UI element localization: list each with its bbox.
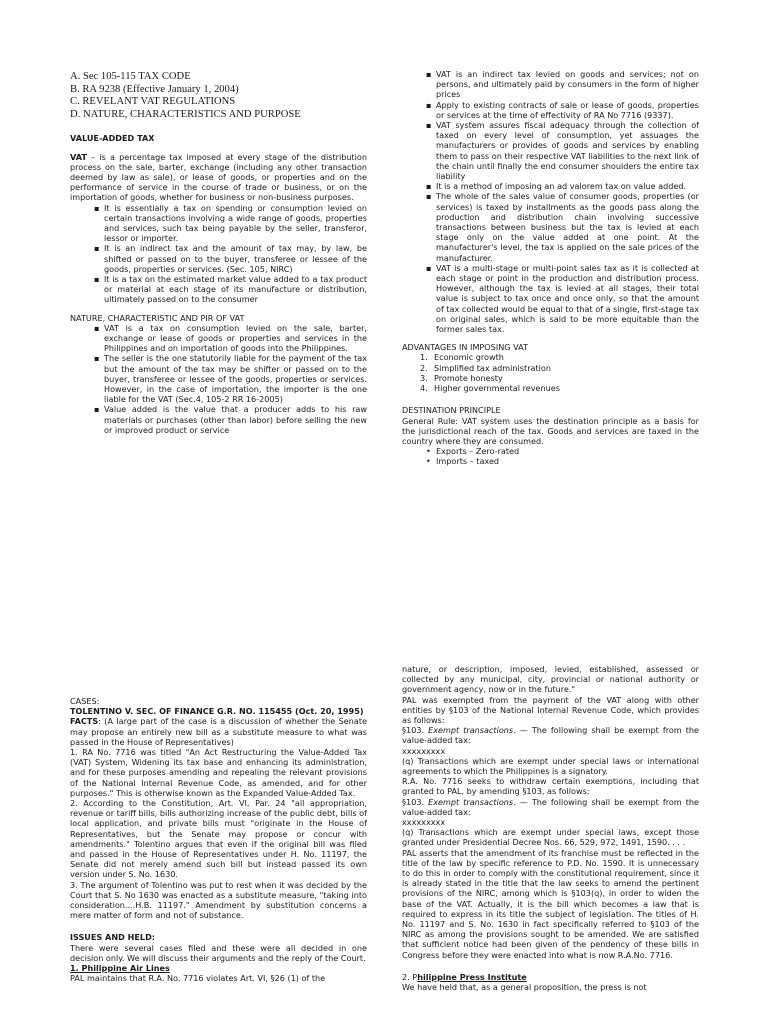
list-item: 2. Simplified tax administration bbox=[420, 362, 551, 373]
pal-heading bbox=[70, 963, 367, 973]
list-item: 1. Economic growth bbox=[420, 352, 504, 363]
list-item-text: Promote honesty bbox=[434, 372, 503, 383]
vat-heading: VALUE-ADDED TAX bbox=[70, 133, 155, 144]
facts-text: : (A large part of the case is a discussion of whether the Senate may propose an entirely new bill as a substitute measure to what was passed in the House of Representatives) bbox=[70, 716, 367, 747]
facts-item: 1. RA No. 7716 was titled "An Act Restructuring the Value-Added Tax (VAT) System, Widening its tax base and enhancing its administration, and for these purposes amending and repealing the relevant provisions of the National Internal Revenue Code, as amended, and for other purposes." This is otherwise known as the Expanded Value-Added Tax. bbox=[70, 747, 367, 798]
right-column-bottom bbox=[402, 664, 699, 1024]
ppi-heading-text: hilippine Press Institute bbox=[417, 971, 527, 982]
list-item: ▪ The whole of the sales value of consumer goods, properties (or services) is taxed by installments as the goods pass along the production and distribution chain involving successive transactions between business but the tax is levied at each stage only on the value added at one point. At the manufacturer's level, the tax is applied on the sale prices of the manufacturer. bbox=[426, 191, 699, 263]
list-item: ▪ It is an indirect tax and the amount of tax may, by law, be shifted or passed on to the buyer, transferee or lessee of the goods, properties or services. (Sec. 105, NIRC) bbox=[94, 243, 367, 274]
list-item: • Exports – Zero-rated bbox=[426, 446, 520, 457]
vat-definition-text: – is a percentage tax imposed at every stage of the distribution process on the sale, barter, exchange (including any other transaction deemed by law as sale), or lease of goods, or properties and on the performance of service in the course of trade or business, or on the importation of goods, whether for business or non-business purposes. bbox=[70, 151, 367, 203]
advantages-heading: ADVANTAGES IN IMPOSING VAT bbox=[402, 342, 528, 353]
facts-item: 3. The argument of Tolentino was put to rest when it was decided by the Court that S. No 1630 was enacted as a substitute measure, "taking into consideration....H.B. 11197." Amendment by substitution concerns a mere matter of form and not of substance. bbox=[70, 879, 367, 921]
pal-heading-text: 1. Philippine Air Lines bbox=[70, 963, 170, 974]
list-item-text: Exports – Zero-rated bbox=[436, 446, 520, 457]
sec103-amended bbox=[402, 797, 699, 817]
destination-bullet-list bbox=[402, 446, 699, 466]
sec103-prefix: §103. bbox=[402, 796, 429, 807]
table-of-contents bbox=[70, 71, 367, 121]
toc-item: B. RA 9238 (Effective January 1, 2004) bbox=[70, 83, 239, 95]
facts-paragraph bbox=[70, 716, 367, 747]
list-item-text: Apply to existing contracts of sale or lease of goods, properties or services at the time of effectivity of RA No 7716 (9337). bbox=[436, 99, 699, 120]
destination-heading: DESTINATION PRINCIPLE bbox=[402, 405, 501, 416]
sec103-prefix: §103. bbox=[402, 725, 429, 736]
cases-label: CASES: bbox=[70, 696, 100, 706]
vat-term: VAT bbox=[70, 151, 87, 162]
nature-heading: NATURE, CHARACTERISTIC AND PIR OF VAT bbox=[70, 312, 245, 323]
list-item: ▪ VAT is a multi-stage or multi-point sales tax as it is collected at each stage or point in the production and distribution process. However, although the tax is levied at all stages, their total value is subject to tax once and once only, so that the amount of tax collected would be equal to that of a single, first-stage tax on original sales, which is said to be more equitable than the former sales tax. bbox=[426, 262, 699, 335]
paragraph: PAL was exempted from the payment of the VAT along with other entities by §103 of the National Internal Revenue Code, which provides as follows: bbox=[402, 694, 699, 726]
toc-item: A. Sec 105-115 TAX CODE bbox=[70, 71, 191, 82]
list-item: ▪ VAT system assures fiscal adequacy through the collection of taxed on every level of consumption, yet assuages the manufacturers or provides of goods and services by enabling them to pass on their respective VAT liabilities to the next link of the chain until finally the end consumer shoulders the entire tax liability bbox=[426, 120, 699, 182]
list-item: ▪ It is essentially a tax on spending or consumption levied on certain transactions involving a wide range of goods, properties and services, such tax being payable by the seller, transferor, lessor or importer. bbox=[94, 202, 367, 244]
vat-definition bbox=[70, 152, 367, 203]
list-item-text: Imports – taxed bbox=[436, 456, 500, 467]
sec103-italic: Exempt transactions bbox=[428, 725, 514, 736]
list-item: ▪ VAT is a tax on consumption levied on the sale, barter, exchange or lease of goods or properties and services in the Philippines and on importation of goods into the Philippines. bbox=[94, 322, 367, 354]
issues-text: There were several cases filed and these were all decided in one decision only. We will discuss their arguments and the reply of the Court. bbox=[70, 942, 367, 963]
ellipsis: xxxxxxxxx bbox=[402, 745, 446, 756]
paragraph: R.A. No. 7716 seeks to withdraw certain exemptions, including that granted to PAL, by amending §103, as follows: bbox=[402, 776, 699, 797]
list-item-text: Simplified tax administration bbox=[434, 362, 551, 373]
sec103-italic: Exempt transactions bbox=[428, 796, 514, 807]
list-item-text: It is a method of imposing an ad valorem tax on value added. bbox=[436, 181, 687, 192]
list-item-text: VAT system assures fiscal adequacy through the collection of taxed on every level of consumption, yet assuages the manufacturers or provides of goods and services by enabling them to pass on their respective VAT liabilities to the next link of the chain until finally the end consumer shoulders the entire tax liability bbox=[436, 120, 699, 182]
list-item: ▪ It is a method of imposing an ad valorem tax on value added. bbox=[426, 181, 687, 192]
list-item: ▪ It is a tax on the estimated market value added to a tax product or material at each stage of its manufacture or distribution, ultimately passed on to the consumer bbox=[94, 274, 367, 305]
paragraph: (q) Transactions which are exempt under special laws or international agreements to which the Philippines is a signatory. bbox=[402, 755, 699, 777]
paragraph: nature, or description, imposed, levied, established, assessed or collected by any municipal, city, provincial or national authority or government agency, now or in the future." bbox=[402, 664, 699, 695]
list-item: 4. Higher governmental revenues bbox=[420, 383, 560, 394]
list-item: ▪ Value added is the value that a producer adds to his raw materials or purchases (other than labor) before selling the new or improved product or service bbox=[94, 404, 367, 435]
left-column-top bbox=[70, 71, 367, 435]
list-item-text: VAT is a tax on consumption levied on the sale, barter, exchange or lease of goods or properties and services in the Philippines and on importation of goods into the Philippines. bbox=[104, 322, 367, 354]
list-item: ▪ VAT is an indirect tax levied on goods and services; not on persons, and ultimately paid by consumers in the form of higher prices bbox=[426, 69, 699, 100]
destination-text: General Rule: VAT system uses the destination principle as a basis for the jurisdictional reach of the tax. Goods and services are taxed in the country where they are consumed. bbox=[402, 415, 699, 446]
list-item-text: Economic growth bbox=[434, 352, 504, 363]
sec103-suffix: . — The following shall be exempt from the value-added tax: bbox=[402, 725, 699, 746]
sec103-suffix: . — The following shall be exempt from the value-added tax: bbox=[402, 796, 699, 817]
list-item-text: The whole of the sales value of consumer goods, properties (or services) is taxed by installments as the goods pass along the production and distribution chain involving successive transactions between business but the tax is levied at each stage only on the value added at one point. At the manufacturer's level, the tax is applied on the sale prices of the manufacturer. bbox=[436, 191, 699, 263]
list-item: ▪ Apply to existing contracts of sale or lease of goods, properties or services at the time of effectivity of RA No 7716 (9337). bbox=[426, 99, 699, 120]
list-item: 3. Promote honesty bbox=[420, 372, 503, 383]
list-item-text: VAT is an indirect tax levied on goods and services; not on persons, and ultimately paid by consumers in the form of higher prices bbox=[436, 69, 699, 100]
issues-label: ISSUES AND HELD: bbox=[70, 932, 156, 943]
pal-text: PAL maintains that R.A. No. 7716 violates Art. VI, §26 (1) of the bbox=[70, 973, 326, 984]
list-item-text: It is essentially a tax on spending or consumption levied on certain transactions involving a wide range of goods, properties and services, such tax being payable by the seller, transferor, lessor or importer. bbox=[104, 202, 367, 244]
nature-bullet-list bbox=[70, 323, 367, 435]
ellipsis: xxxxxxxxx bbox=[402, 817, 446, 828]
toc-item: D. NATURE, CHARACTERISTICS AND PURPOSE bbox=[70, 108, 301, 120]
vat-bullet-list bbox=[70, 203, 367, 305]
sec103-original bbox=[402, 725, 699, 745]
ppi-text: We have held that, as a general proposition, the press is not bbox=[402, 982, 647, 993]
paragraph: (q) Transactions which are exempt under special laws, except those granted under Presidential Decree Nos. 66, 529, 972, 1491, 1590. . . . bbox=[402, 827, 699, 848]
list-item: ▪ The seller is the one statutorily liable for the payment of the tax but the amount of the tax may be shifter or passed on to the buyer, transferee or lessee of the goods, properties or services. However, in the case of importation, the importer is the one liable for the VAT (Sec.4, 105-2 RR 16-2005) bbox=[94, 353, 367, 405]
left-column-bottom bbox=[70, 696, 367, 1024]
toc-item: C. REVELANT VAT REGULATIONS bbox=[70, 96, 236, 108]
list-item-text: VAT is a multi-stage or multi-point sales tax as it is collected at each stage or point in the production and distribution process. However, although the tax is levied at all stages, their total value is subject to tax once and once only, so that the amount of tax collected would be equal to that of a single, first-stage tax on original sales, which is said to be more equitable than the former sales tax. bbox=[436, 262, 699, 335]
ppi-prefix: 2. P bbox=[402, 971, 418, 982]
case-title: TOLENTINO V. SEC. OF FINANCE G.R. NO. 115455 (Oct. 20, 1995) bbox=[70, 706, 364, 717]
list-item-text: The seller is the one statutorily liable for the payment of the tax but the amount of the tax may be shifter or passed on to the buyer, transferee or lessee of the goods, properties or services. However, in the case of importation, the importer is the one liable for the VAT (Sec.4, 105-2 RR 16-2005) bbox=[104, 353, 367, 405]
facts-item: 2. According to the Constitution, Art. VI, Par. 24 "all appropriation, revenue or tariff bills, bills authorizing increase of the public debt, bills of local application, and private bills must "originate in the House of Representatives, but the Senate may propose or concur with amendments." Tolentino argues that even if the original bill was filed and passed in the House of Representatives under H. No. 11197, the Senate did not merely amend such bill but instead passed its own version under S. No. 1630. bbox=[70, 798, 367, 880]
right-bullet-list bbox=[402, 69, 699, 334]
ppi-heading bbox=[402, 972, 699, 982]
advantages-list bbox=[402, 352, 699, 393]
list-item-text: Value added is the value that a producer adds to his raw materials or purchases (other than labor) before selling the new or improved product or service bbox=[104, 404, 367, 435]
list-item-text: It is a tax on the estimated market value added to a tax product or material at each stage of its manufacture or distribution, ultimately passed on to the consumer bbox=[104, 274, 367, 305]
paragraph: PAL asserts that the amendment of its franchise must be reflected in the title of the law by specific reference to P.D. No. 1590. It is unnecessary to do this in order to comply with the constitutional requirement, since it is already stated in the title that the law seeks to amend the pertinent provisions of the NIRC, among which is §103(q), in order to widen the base of the VAT. Actually, it is the bill which becomes a law that is required to express in its title the subject of legislation. The titles of H. No. 11197 and S. No. 1630 in fact specifically referred to §103 of the NIRC as among the provisions sought to be amended. We are satisfied that sufficient notice had been given of the pendency of these bills in Congress before they were enacted into what is now R.A.No. 7716. bbox=[402, 847, 699, 960]
right-column-top bbox=[402, 69, 699, 467]
facts-label: FACTS bbox=[70, 716, 99, 727]
list-item-text: It is an indirect tax and the amount of tax may, by law, be shifted or passed on to the buyer, transferee or lessee of the goods, properties or services. (Sec. 105, NIRC) bbox=[104, 243, 367, 274]
list-item-text: Higher governmental revenues bbox=[434, 383, 560, 394]
list-item: • Imports – taxed bbox=[426, 456, 500, 467]
